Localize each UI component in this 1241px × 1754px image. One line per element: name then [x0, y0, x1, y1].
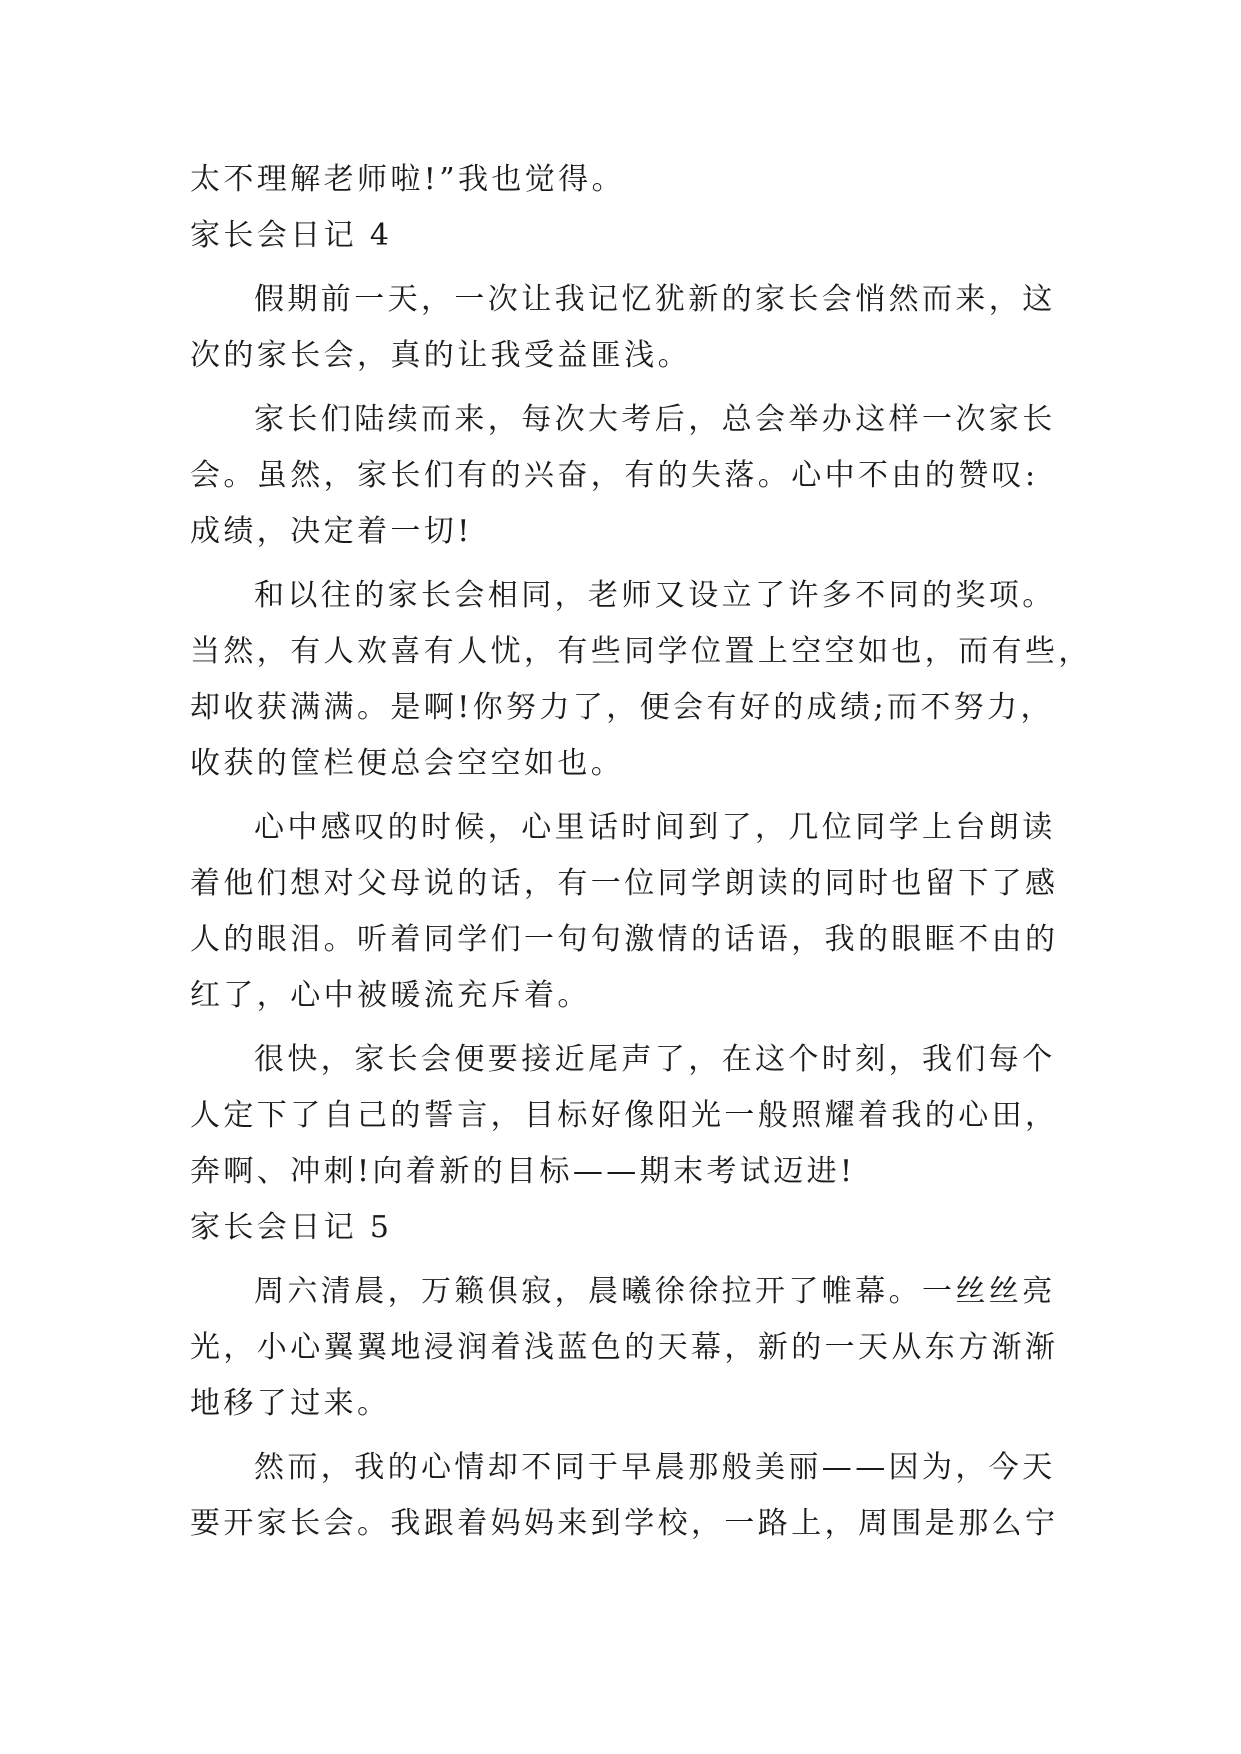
text-line: 奔啊、冲刺!向着新的目标——期末考试迈进!: [190, 1154, 856, 1189]
section-heading: 家长会日记 5: [190, 1210, 393, 1245]
text-line: 家长们陆续而来，每次大考后，总会举办这样一次家长: [254, 402, 1056, 437]
text-line: 然而，我的心情却不同于早晨那般美丽——因为，今天: [254, 1450, 1056, 1485]
text-line: 光，小心翼翼地浸润着浅蓝色的天幕，新的一天从东方渐渐: [190, 1330, 1059, 1365]
text-line: 很快，家长会便要接近尾声了，在这个时刻，我们每个: [254, 1042, 1056, 1077]
text-line: 收获的筐栏便总会空空如也。: [190, 746, 625, 781]
text-line: 红了，心中被暖流充斥着。: [190, 978, 591, 1013]
text-line: 成绩，决定着一切!: [190, 514, 473, 549]
text-line: 假期前一天，一次让我记忆犹新的家长会悄然而来，这: [254, 282, 1056, 317]
text-line: 着他们想对父母说的话，有一位同学朗读的同时也留下了感: [190, 866, 1059, 901]
section-heading: 家长会日记 4: [190, 218, 393, 253]
text-line: 次的家长会，真的让我受益匪浅。: [190, 338, 691, 373]
text-line: 会。虽然，家长们有的兴奋，有的失落。心中不由的赞叹:: [190, 458, 1039, 493]
text-line: 太不理解老师啦!”我也觉得。: [190, 162, 625, 197]
text-line: 周六清晨，万籁俱寂，晨曦徐徐拉开了帷幕。一丝丝亮: [254, 1274, 1056, 1309]
text-line: 当然，有人欢喜有人忧，有些同学位置上空空如也，而有些，: [190, 634, 1092, 669]
text-line: 人定下了自己的誓言，目标好像阳光一般照耀着我的心田，: [190, 1098, 1059, 1133]
text-line: 和以往的家长会相同，老师又设立了许多不同的奖项。: [254, 578, 1056, 613]
text-line: 却收获满满。是啊!你努力了，便会有好的成绩;而不努力，: [190, 690, 1054, 725]
text-line: 要开家长会。我跟着妈妈来到学校，一路上，周围是那么宁: [190, 1506, 1059, 1541]
text-line: 人的眼泪。听着同学们一句句激情的话语，我的眼眶不由的: [190, 922, 1059, 957]
text-line: 地移了过来。: [190, 1386, 391, 1421]
text-line: 心中感叹的时候，心里话时间到了，几位同学上台朗读: [254, 810, 1056, 845]
document-page: [190, 152, 1092, 1552]
